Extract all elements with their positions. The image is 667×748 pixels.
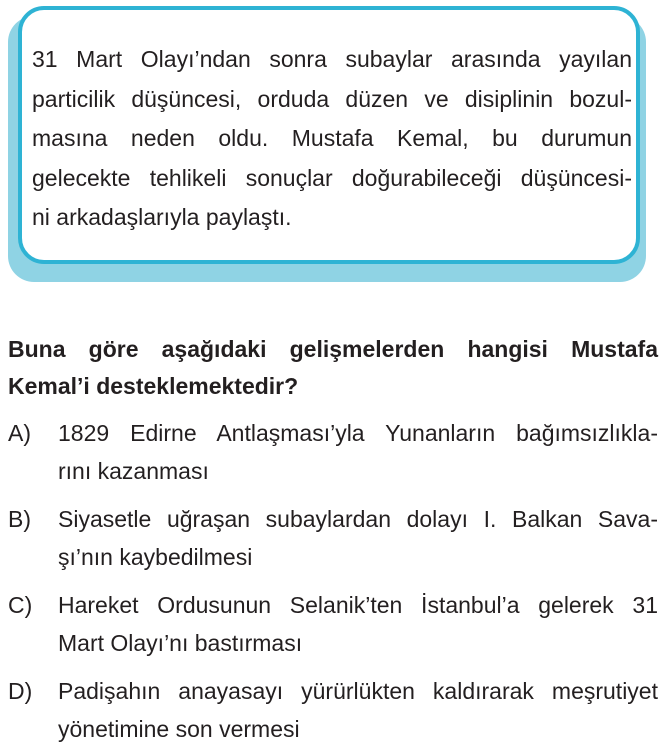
option-line: yönetimine son vermesi [58, 716, 300, 742]
question-stem [8, 331, 658, 405]
passage-line: ni arkadaşlarıyla paylaştı. [32, 204, 292, 230]
option-text [58, 672, 658, 748]
option-letter: D) [8, 678, 33, 704]
passage-text [32, 40, 632, 238]
passage-line: masına neden oldu. Mustafa Kemal, bu durumun [32, 125, 632, 151]
option-letter: B) [8, 506, 31, 532]
passage-line: gelecekte tehlikeli sonuçlar doğurabileceği düşüncesi- [32, 164, 632, 191]
option-line: 1829 Edirne Antlaşması’yla Yunanların bağımsızlıkla- [58, 420, 658, 446]
option-letter: C) [8, 592, 33, 618]
passage-card [8, 6, 658, 284]
option-line: şı’nın kaybedilmesi [58, 544, 253, 570]
question-line: Kemal’i desteklemektedir? [8, 373, 299, 399]
question-line: Buna göre aşağıdaki gelişmelerden hangisi Mustafa [8, 336, 658, 362]
option-line: Siyasetle uğraşan subaylardan dolayı I. Balkan Sava- [58, 506, 658, 532]
option-letter: A) [8, 420, 31, 446]
option-text [58, 586, 658, 662]
option-text [58, 500, 658, 576]
option-line: Mart Olayı’nı bastırması [58, 630, 303, 656]
option-text [58, 414, 658, 490]
passage-line: particilik düşüncesi, orduda düzen ve disiplinin bozul- [32, 85, 632, 112]
option-line: rını kazanması [58, 458, 209, 484]
passage-line: 31 Mart Olayı’ndan sonra subaylar arasında yayılan [32, 46, 632, 72]
option-line: Padişahın anayasayı yürürlükten kaldırarak meşrutiyet [58, 678, 658, 704]
option-line: Hareket Ordusunun Selanik’ten İstanbul’a gelerek 31 [58, 592, 658, 618]
